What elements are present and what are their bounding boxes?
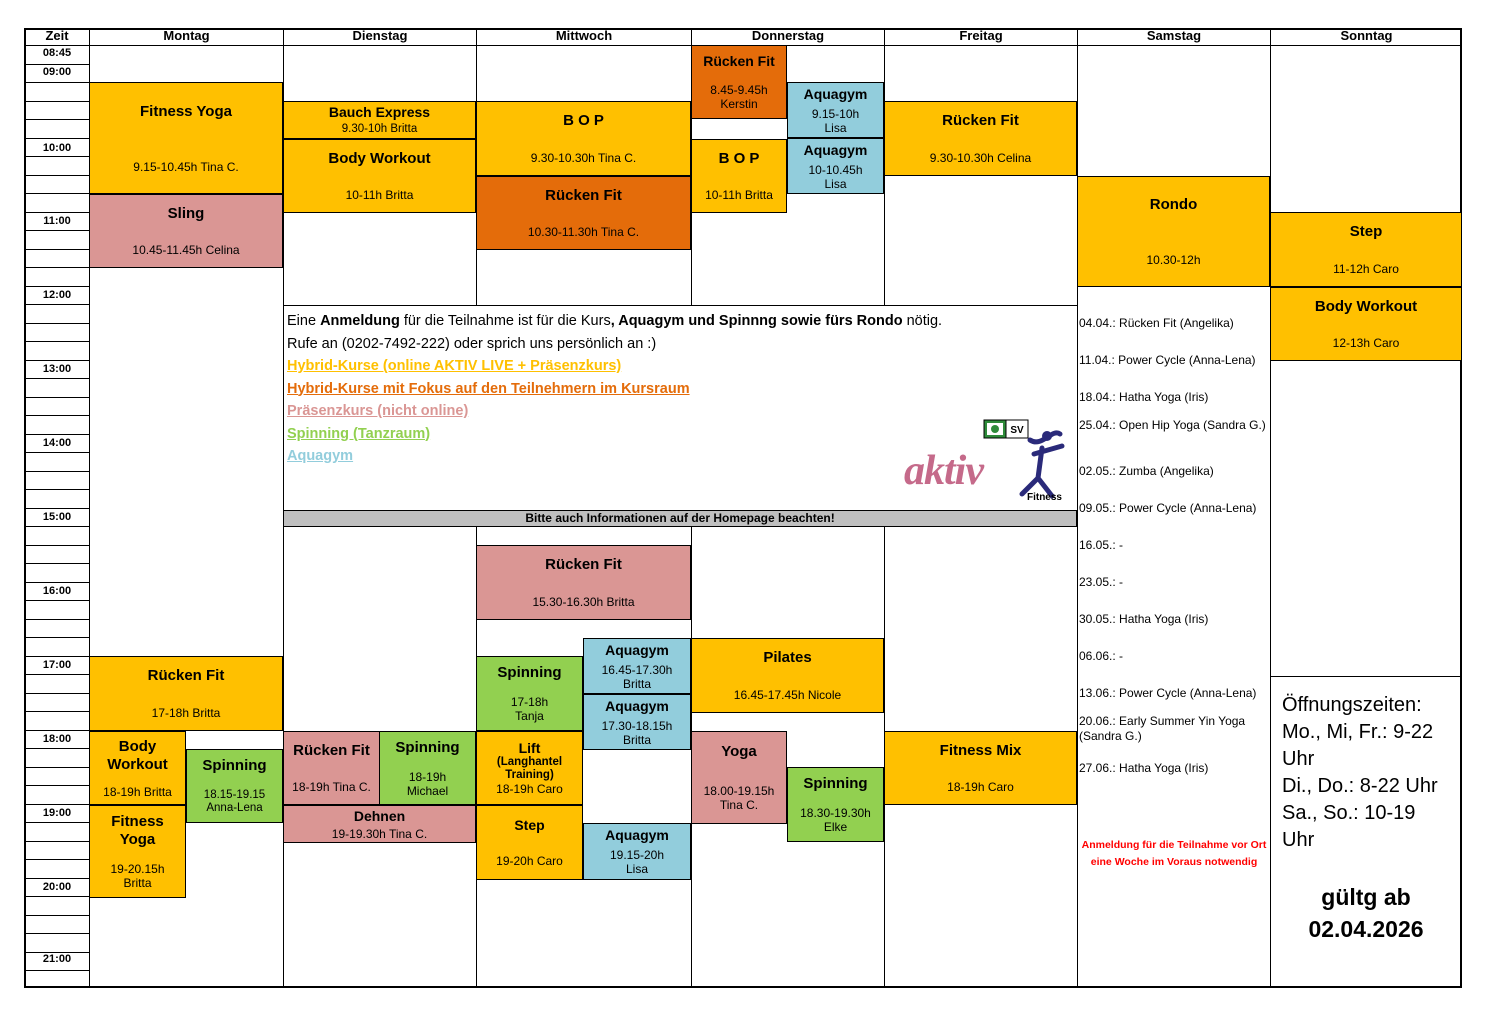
time-row-line (25, 933, 89, 934)
time-row-line (25, 175, 89, 176)
time-label: 14:00 (42, 437, 72, 449)
class-time: 12-13h Caro (1332, 336, 1400, 350)
class-block[interactable] (787, 82, 884, 138)
class-block[interactable] (379, 731, 476, 805)
logo-main-text: aktiv (904, 448, 983, 494)
time-row-line (25, 101, 89, 102)
opening-hours (1282, 692, 1452, 854)
class-title: B O P (563, 112, 604, 130)
class-time: 18-19h Britta (103, 784, 172, 799)
time-row-line (25, 822, 89, 823)
class-time: 9.30-10h Britta (341, 123, 418, 136)
logo-graphic (902, 418, 1072, 504)
class-title: Sling (167, 205, 205, 222)
time-row-line (25, 619, 89, 620)
class-time: 18.30-19.30h Elke (800, 806, 871, 835)
info-line-2: Rufe an (0202-7492-222) oder sprich uns persönlich an :) (287, 335, 657, 352)
class-time: 9.30-10.30h Celina (929, 150, 1032, 165)
class-title: Fitness Mix (939, 742, 1022, 759)
saturday-event: 18.04.: Hatha Yoga (Iris) (1079, 390, 1209, 404)
class-title: Fitness Yoga (140, 102, 232, 120)
aktiv-fitness-logo (902, 418, 1072, 504)
time-row-line (25, 249, 89, 250)
time-row-line (25, 841, 89, 842)
time-label: 18:00 (42, 733, 72, 745)
class-title: Fitness Yoga (111, 812, 164, 848)
class-title: Lift (518, 740, 541, 756)
class-block[interactable] (283, 101, 476, 139)
class-title: Aquagym (803, 141, 868, 158)
class-title: Rücken Fit (545, 556, 622, 574)
time-row-line (25, 471, 89, 472)
time-row-line (25, 600, 89, 601)
header-samstag: Samstag (1077, 28, 1270, 45)
saturday-event: 09.05.: Power Cycle (Anna-Lena) (1079, 501, 1257, 515)
class-title: Rücken Fit (703, 53, 775, 69)
class-title: Spinning (497, 663, 562, 681)
class-title: Rücken Fit (147, 667, 225, 685)
class-block[interactable] (583, 823, 691, 880)
class-title: Step (1349, 223, 1383, 241)
class-time: 18-19h Michael (406, 769, 449, 798)
homepage-notice: Bitte auch Informationen auf der Homepage beachten! (283, 510, 1077, 527)
saturday-event: 13.06.: Power Cycle (Anna-Lena) (1079, 686, 1257, 700)
saturday-event: 25.04.: Open Hip Yoga (Sandra G.) (1079, 418, 1266, 432)
class-block[interactable] (787, 138, 884, 194)
class-time: 17.30-18.15h Britta (601, 718, 673, 747)
time-row-line (25, 859, 89, 860)
class-title: Rücken Fit (545, 187, 622, 204)
class-block[interactable] (89, 194, 283, 268)
class-block[interactable] (89, 82, 283, 194)
time-row-line (25, 64, 89, 65)
saturday-event: 04.04.: Rücken Fit (Angelika) (1079, 316, 1234, 330)
time-label: 21:00 (42, 953, 72, 965)
class-block[interactable] (476, 731, 583, 805)
time-row-line (25, 341, 89, 342)
class-block[interactable] (476, 176, 691, 250)
class-time: 18.00-19.15h Tina C. (703, 783, 775, 812)
class-title: Body Workout (328, 150, 431, 167)
class-block[interactable] (884, 101, 1077, 176)
class-block[interactable] (583, 694, 691, 750)
class-block[interactable] (476, 101, 691, 176)
logo-badge-text: SV (1010, 425, 1024, 436)
class-block[interactable] (787, 767, 884, 842)
time-row-line (25, 545, 89, 546)
saturday-registration-note: Anmeldung für die Teilnahme vor Ort eine Woche im Voraus notwendig (1081, 839, 1267, 868)
legend-hybrid-focus: Hybrid-Kurse mit Fokus auf den Teilnehmern im Kursraum (287, 380, 690, 397)
time-row-line (25, 563, 89, 564)
class-block[interactable] (476, 805, 583, 880)
time-row-line (25, 452, 89, 453)
class-title: Pilates (763, 649, 812, 667)
time-row-line (25, 378, 89, 379)
class-block[interactable] (283, 805, 476, 843)
opening-title: Öffnungszeiten: (1282, 694, 1422, 716)
class-time: 17-18h Tanja (510, 695, 549, 724)
saturday-event: 27.06.: Hatha Yoga (Iris) (1079, 761, 1209, 775)
class-block[interactable] (691, 638, 884, 713)
opening-line: Sa., So.: 10-19 Uhr (1282, 802, 1416, 851)
info-text: Eine (287, 313, 321, 329)
class-block[interactable] (283, 731, 380, 805)
class-title: B O P (718, 150, 760, 167)
time-row-line (25, 730, 89, 731)
class-time: 18-19h Caro (496, 782, 563, 796)
header-mittwoch: Mittwoch (476, 28, 691, 45)
class-time: 18-19h Tina C. (292, 780, 371, 794)
time-row-line (25, 582, 89, 583)
time-row-line (25, 156, 89, 157)
class-title: Spinning (395, 738, 460, 756)
class-time: 18.15-19.15 Anna-Lena (203, 789, 266, 814)
class-block[interactable] (89, 805, 186, 898)
time-row-line (25, 193, 89, 194)
class-block[interactable] (476, 656, 583, 731)
time-row-line (25, 415, 89, 416)
time-row-line (25, 693, 89, 694)
time-row-line (25, 674, 89, 675)
class-time: 10-11h Britta (705, 188, 773, 202)
time-row-line (25, 434, 89, 435)
class-time: 10-10.45h Lisa (808, 162, 863, 191)
class-block[interactable] (1077, 176, 1270, 287)
time-row-line (25, 970, 89, 971)
time-row-line (25, 748, 89, 749)
class-block[interactable] (583, 638, 691, 694)
class-block[interactable] (691, 139, 787, 213)
time-label: 17:00 (42, 659, 72, 671)
class-title: Body Workout (1314, 298, 1418, 315)
info-text-bold: Anmeldung (320, 313, 400, 329)
valid-from (1275, 881, 1457, 945)
legend-hybrid: Hybrid-Kurse (online AKTIV LIVE + Präsenzkurs) (287, 358, 622, 374)
time-row-line (25, 896, 89, 897)
class-time: 11-12h Caro (1333, 261, 1399, 276)
time-row-line (25, 397, 89, 398)
time-label: 12:00 (42, 289, 72, 301)
header-freitag: Freitag (884, 28, 1077, 45)
class-block[interactable] (691, 731, 787, 824)
class-title: Step (514, 816, 545, 833)
time-row-line (25, 119, 89, 120)
time-row-line (25, 138, 89, 139)
time-label: 19:00 (42, 807, 72, 819)
col-line (1270, 28, 1271, 988)
valid-date: 02.04.2026 (1308, 916, 1424, 942)
time-row-line (25, 286, 89, 287)
time-label: 09:00 (42, 66, 72, 78)
class-time: 15.30-16.30h Britta (532, 594, 635, 609)
info-text: nötig. (902, 313, 943, 329)
saturday-event: 30.05.: Hatha Yoga (Iris) (1079, 612, 1209, 626)
legend-presence: Präsenzkurs (nicht online) (287, 403, 469, 419)
info-line-1 (287, 310, 1067, 333)
header-montag: Montag (89, 28, 283, 45)
class-subtitle: (Langhantel Training) (496, 756, 563, 781)
time-row-line (25, 323, 89, 324)
class-title: Rücken Fit (942, 112, 1019, 130)
time-row-line (25, 767, 89, 768)
class-block[interactable] (186, 749, 283, 823)
class-title: Body Workout (107, 737, 168, 773)
header-dienstag: Dienstag (283, 28, 476, 45)
time-label: 20:00 (42, 881, 72, 893)
time-row-line (25, 526, 89, 527)
header-zeit: Zeit (45, 28, 69, 43)
saturday-event: 02.05.: Zumba (Angelika) (1079, 464, 1214, 478)
class-title: Aquagym (605, 641, 669, 658)
class-block[interactable] (691, 45, 787, 119)
time-label: 15:00 (42, 511, 72, 523)
class-time: 9.15-10.45h Tina C. (133, 159, 239, 174)
opening-line: Di., Do.: 8-22 Uhr (1282, 775, 1438, 797)
time-row-line (25, 711, 89, 712)
class-time: 19-19.30h Tina C. (331, 826, 428, 841)
class-block[interactable] (89, 656, 283, 731)
legend-aquagym: Aquagym (287, 448, 354, 464)
time-label: 16:00 (42, 585, 72, 597)
opening-line: Mo., Mi, Fr.: 9-22 Uhr (1282, 721, 1434, 770)
class-time: 19-20.15h Britta (110, 862, 165, 891)
class-time: 17-18h Britta (151, 705, 221, 720)
class-time: 19.15-20h Lisa (609, 848, 665, 877)
time-row-line (25, 804, 89, 805)
class-block[interactable] (476, 545, 691, 620)
class-time: 18-19h Caro (947, 780, 1014, 794)
class-title: Rondo (1149, 196, 1198, 214)
time-label: 08:45 (42, 47, 72, 59)
class-title: Aquagym (605, 697, 669, 714)
saturday-event: 20.06.: Early Summer Yin Yoga (Sandra G.) (1079, 714, 1246, 743)
class-block[interactable] (884, 731, 1077, 805)
time-row-line (25, 878, 89, 879)
time-row-line (25, 637, 89, 638)
class-time: 9.15-10h Lisa (811, 106, 860, 135)
class-block[interactable] (89, 731, 186, 805)
time-row-line (25, 82, 89, 83)
time-label: 11:00 (43, 215, 71, 227)
time-row-line (25, 360, 89, 361)
class-time: 19-20h Caro (496, 854, 563, 869)
class-time: 16.45-17.45h Nicole (733, 687, 842, 702)
class-title: Aquagym (605, 826, 669, 843)
header-donnerstag: Donnerstag (691, 28, 884, 45)
time-row-line (25, 785, 89, 786)
logo-sub-text: Fitness (1026, 492, 1062, 503)
class-time: 8.45-9.45h Kerstin (710, 83, 768, 111)
time-row-line (25, 915, 89, 916)
class-time: 10.30-11.30h Tina C. (527, 225, 640, 239)
class-title: Yoga (721, 743, 757, 761)
class-title: Spinning (803, 774, 868, 792)
time-label: 13:00 (42, 363, 72, 375)
class-block[interactable] (1270, 212, 1462, 287)
class-title: Spinning (202, 757, 267, 774)
class-title: Aquagym (803, 85, 868, 102)
header-sonntag: Sonntag (1270, 28, 1462, 45)
saturday-event: 16.05.: - (1079, 538, 1124, 552)
valid-label: gültg ab (1321, 884, 1411, 910)
class-block[interactable] (1270, 287, 1462, 361)
time-row-line (25, 489, 89, 490)
time-label: 10:00 (42, 142, 72, 154)
class-time: 10.30-12h (1146, 252, 1201, 267)
class-time: 10-11h Britta (345, 188, 414, 202)
time-row-line (25, 212, 89, 213)
class-block[interactable] (283, 139, 476, 213)
saturday-event: 23.05.: - (1079, 575, 1124, 589)
info-text-bold: , Aquagym und Spinnng sowie fürs Rondo (610, 313, 903, 329)
time-row-line (25, 656, 89, 657)
legend-spinning: Spinning (Tanzraum) (287, 425, 431, 442)
saturday-event: 11.04.: Power Cycle (Anna-Lena) (1079, 353, 1256, 367)
info-text: für die Teilnahme ist für die Kurs (399, 313, 611, 329)
class-time: 16.45-17.30h Britta (601, 662, 673, 691)
class-time: 10.45-11.45h Celina (132, 243, 240, 257)
sunday-box-border (1270, 676, 1462, 677)
class-time: 9.30-10.30h Tina C. (530, 150, 637, 165)
class-title: Dehnen (353, 807, 406, 824)
time-row-line (25, 230, 89, 231)
time-row-line (25, 304, 89, 305)
time-row-line (25, 267, 89, 268)
time-row-line (25, 508, 89, 509)
class-title: Rücken Fit (293, 742, 370, 759)
class-title: Bauch Express (328, 103, 431, 120)
saturday-event: 06.06.: - (1079, 649, 1124, 663)
